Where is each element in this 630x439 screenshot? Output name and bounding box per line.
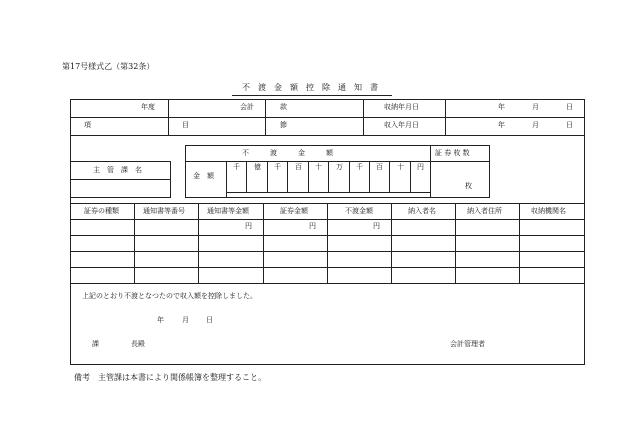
nendo-label: 年度: [141, 103, 155, 111]
digit-juu: 十: [397, 163, 404, 171]
moku-label: 目: [182, 121, 189, 129]
col-nonyusha-mei: 納入者名: [408, 207, 436, 215]
yen-mark-fuwatari: 円: [373, 222, 380, 230]
col-shuno-kikan-mei: 収納機関名: [531, 207, 566, 215]
notice-year-label: 年: [157, 316, 164, 324]
fuwatari-kingaku-label: 不 渡 金 額: [242, 149, 333, 157]
notice-text: 上記のとおり不渡となつたので収入額を控除しました。: [82, 292, 257, 300]
shuno-year-label: 年: [498, 103, 505, 111]
shuno-date-label: 収納年月日: [384, 103, 419, 111]
digit-sen-man: 千: [274, 163, 281, 171]
title-underline: [232, 95, 392, 96]
shuno-month-label: 月: [532, 103, 539, 111]
ka-label: 課: [92, 340, 99, 348]
digit-oku: 億: [254, 163, 261, 171]
digit-en: 円: [417, 163, 424, 171]
shukan-ka-label: 主 管 課 名: [93, 166, 142, 174]
digit-man: 万: [336, 163, 343, 171]
col-nonyusha-jusho: 納入者住所: [467, 207, 502, 215]
col-shoken-kingaku: 証券金額: [280, 207, 308, 215]
shunyu-day-label: 日: [566, 121, 573, 129]
document-title: 不 渡 金 額 控 除 通 知 書: [242, 83, 378, 92]
digit-sen: 千: [356, 163, 363, 171]
setsu-label: 節: [280, 121, 287, 129]
form-number: 第17号様式乙（第32条）: [62, 62, 155, 71]
mai-label: 枚: [465, 182, 472, 190]
shuno-day-label: 日: [566, 103, 573, 111]
kingaku-label: 金 額: [193, 172, 214, 180]
col-tsuchisho-kingaku: 通知書等金額: [207, 207, 249, 215]
yen-mark-tsuchisho: 円: [245, 222, 252, 230]
col-shoken-shurui: 証券の種類: [84, 207, 119, 215]
digit-sen-oku: 千: [233, 163, 240, 171]
digit-hyaku: 百: [376, 163, 383, 171]
kou-label: 項: [84, 121, 91, 129]
shoken-maisu-label: 証 券 枚 数: [435, 149, 470, 157]
shunyu-month-label: 月: [532, 121, 539, 129]
digit-juu-man: 十: [315, 163, 322, 171]
col-tsuchisho-bango: 通知書等番号: [143, 207, 185, 215]
shunyu-year-label: 年: [498, 121, 505, 129]
digit-hyaku-man: 百: [295, 163, 302, 171]
remark-text: 備考 主管課は本書により関係帳簿を整理すること。: [74, 373, 266, 382]
kan-label: 款: [280, 103, 287, 111]
notice-day-label: 日: [206, 316, 213, 324]
yen-mark-shoken: 円: [309, 222, 316, 230]
notice-month-label: 月: [182, 316, 189, 324]
kaikei-kanrisha-label: 会計管理者: [450, 340, 485, 348]
chou-dono-label: 長殿: [131, 340, 145, 348]
shunyu-date-label: 収入年月日: [384, 121, 419, 129]
kaikei-label: 会計: [240, 103, 254, 111]
col-fuwatari-kingaku: 不渡金額: [345, 207, 373, 215]
